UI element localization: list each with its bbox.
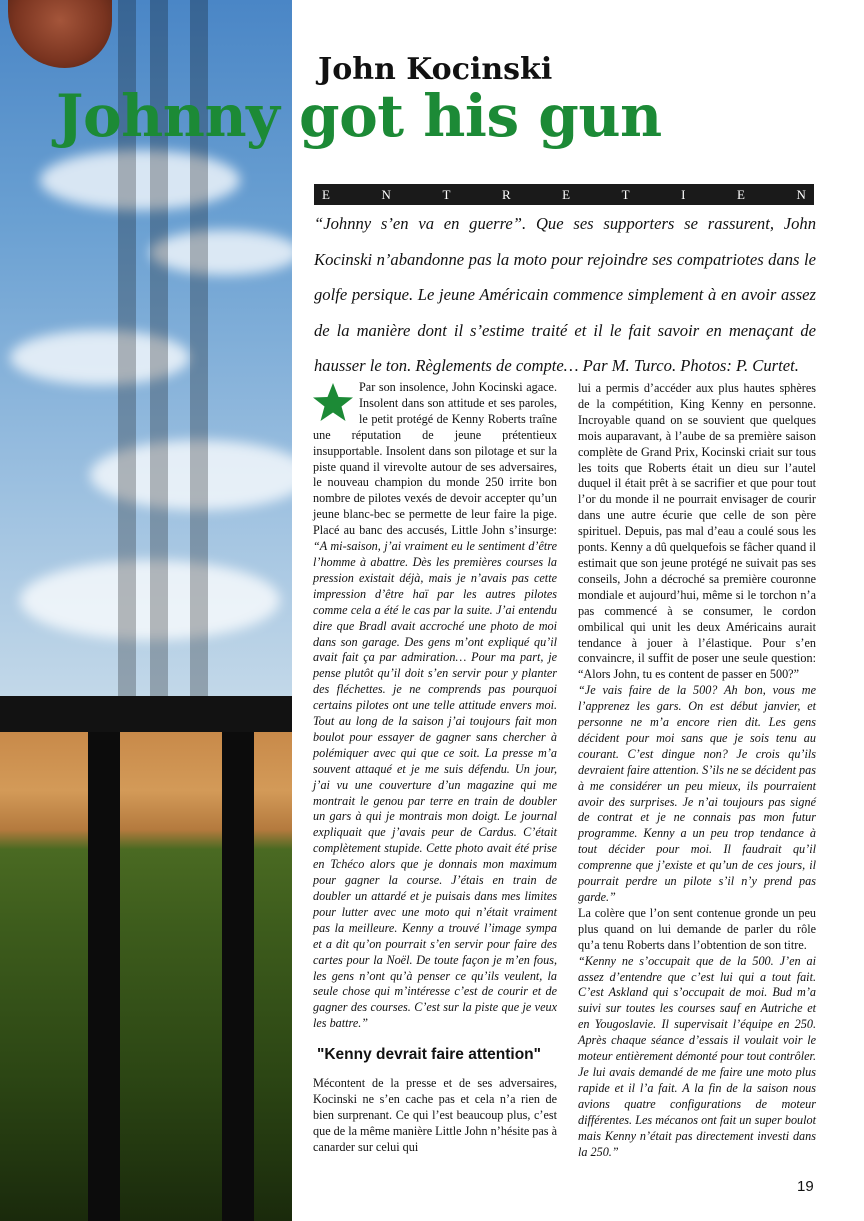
quote-paragraph: “Kenny ne s’occupait que de la 500. J’en ai assez d’entendre que c’est lui qui a tout fait. C’est Askland qui s’occupait de moi. Bud m’a suivi sur toutes les courses sauf en Autriche et en Yougoslavie. Il supervisait l’équipe en 250. Après chaque séance d’essais il voulait voir le moteur entièrement démonté pour tout contrôler. Je lui avais demandé de me faire une moto plus rapide et il l’a fait. A la fin de la saison nous avions quatre configurations de moteur différentes. Les mécanos ont fait un super boulot mais Kenny n’était pas directement investi dans la 250.” [578, 953, 816, 1159]
banner-letter: I [681, 186, 686, 202]
cloud [40, 150, 240, 210]
article-column-right [578, 381, 816, 1160]
paragraph [313, 380, 557, 1032]
cloud [150, 230, 292, 275]
section-subheading: "Kenny devrait faire attention" [317, 1046, 541, 1064]
banner-letter: E [562, 186, 571, 202]
page-number: 19 [797, 1178, 814, 1195]
cover-photo [0, 0, 292, 1221]
quote-text: “A mi-saison, j’ai vraiment eu le sentiment d’être l’homme à abattre. Dès les premières courses la pression existait déjà, mais je n’avais pas cette impression d’être haï par les autres pilotes comme cela a été le cas par la suite. J’ai entendu dire que Bradl avait accroché une photo de moi dans son garage. Des gens m’ont expliqué qu’il avait fait ça par admiration… Pour ma part, je pense plutôt qu’il doit s’en servir pour y planter des fléchettes. je ne comprends pas pourquoi certains pilotes ont une telle attitude envers moi. Tout au long de la saison j’ai toujours fait mon boulot pour essayer de gagner sans chercher à polémiquer avec qui que ce soit. La presse m’a souvent attaqué et je me suis défendu. Un jour, j’ai vu une couverture d’un magazine qui me montrait le genou par terre en train de doubler un gars à qui je montrais mon doigt. Le journal expliquait que j’avais peur de Cardus. C’était complètement stupide. Cette photo avait été prise en Tchéco alors que je donnais mon maximum pour gagner la course. J’étais en train de doubler un attardé et je puisais dans mes limites pour lutter avec une moto qui n’était vraiment pas la meilleure. Kenny a trouvé l’image sympa et a dit qu’on pourrait s’en servir pour faire des cartes pour la Noël. De toute façon je m’en fous, les gens n’ont qu’à penser ce qu’ils veulent, la seule chose qui m’intéresse c’est de courir et de gagner des courses. C’est sur la piste que je veux les battre.” [313, 539, 557, 1031]
balcony-post [222, 732, 254, 1221]
banner-letter: E [737, 186, 745, 202]
balcony-rail [0, 696, 292, 732]
banner-letter: N [381, 186, 391, 202]
banner-letter: R [501, 186, 511, 202]
article-subtitle: John Kocinski [318, 52, 553, 87]
section-banner [314, 184, 814, 205]
article-title: Johnny got his gun [56, 82, 662, 150]
star-icon [313, 382, 353, 422]
balcony-post [88, 732, 120, 1221]
roof-edge [8, 0, 112, 68]
banner-letter: T [442, 186, 451, 202]
paragraph: lui a permis d’accéder aux plus hautes sphères de la compétition, King Kenny en personne. Incroyable quand on se souvient que quelques mois auparavant, à l’aube de sa première saison complète de Grand Prix, Kocinski criait sur tous les toits que Roberts était un dieu sur l’autel duquel il était prêt à se sacrifier et que pour tout l’or du monde il ne pourrait envisager de courir dans une autre écurie que celle de son père spirituel. Depuis, pas mal d’eau a coulé sous les ponts. Kenny a dû quelquefois se fâcher quand il estimait que son jeune protégé ne suivait pas ses conseils, John a décroché sa première couronne mondiale et aujourd’hui, même si le torchon n’a pas commencé à se consumer, le cordon ombilical qui unit les deux Américains aurait tendance à jouer à l’élastique. Pour s’en convaincre, il suffit de poser une seule question: “Alors John, tu es content de passer en 500?” [578, 381, 816, 682]
article-column-left [313, 380, 557, 1156]
banner-letter: T [621, 186, 630, 202]
paragraph-text: Par son insolence, John Kocinski agace. Insolent dans son attitude et ses paroles, le petit protégé de Kenny Roberts traîne une réputation de jeune prétentieux insupportable. Insolent dans son pilotage et sur la piste quand il virevolte autour de ses adversaires, le nouveau champion du monde 250 irrite bon nombre de pilotes vexés de devoir accepter qu’un jeune blanc-bec se permette de leur faire la pige. Placé au banc des accusés, Little John s’insurge: [313, 380, 557, 538]
paragraph: La colère que l’on sent contenue gronde un peu plus quand on lui demande de parler du rôle qu’a tenu Roberts dans l’obtention de son titre. [578, 905, 816, 952]
banner-letter: E [322, 186, 330, 202]
article-intro: “Johnny s’en va en guerre”. Que ses supporters se rassurent, John Kocinski n’abandonne pas la moto pour rejoindre ses compatriotes dans le golfe persique. Le jeune Américain commence simplement à en avoir assez de la manière dont il s’estime traité et il le fait savoir en menaçant de hausser le ton. Règlements de compte… Par M. Turco. Photos: P. Curtet. [314, 214, 816, 375]
paragraph: Mécontent de la presse et de ses adversaires, Kocinski ne s’en cache pas et cela n’a rien de bien surprenant. Ce qui l’est beaucoup plus, c’est que de la même manière Little John n’hésite pas à canarder sur celui qui [313, 1076, 557, 1154]
quote-paragraph: “Je vais faire de la 500? Ah bon, vous me l’apprenez les gars. On est début janvier, et personne ne m’a encore rien dit. Les gens décident pour moi sans que je sois tenu au courant. C’est dingue non? Je crois qu’ils devraient faire attention. S’ils ne se décident pas à me considérer un peu mieux, ils pourraient avoir des surprises. Je n’ai toujours pas signé de contrat et je ne connais pas mon futur programme. Kenny a un peu trop tendance à tout décider pour moi. Il faudrait qu’il comprenne que j’existe et qu’un de ces jours, il pourrait perdre un pilote s’il n’y prend pas garde.” [578, 683, 816, 904]
banner-letter: N [796, 186, 806, 202]
